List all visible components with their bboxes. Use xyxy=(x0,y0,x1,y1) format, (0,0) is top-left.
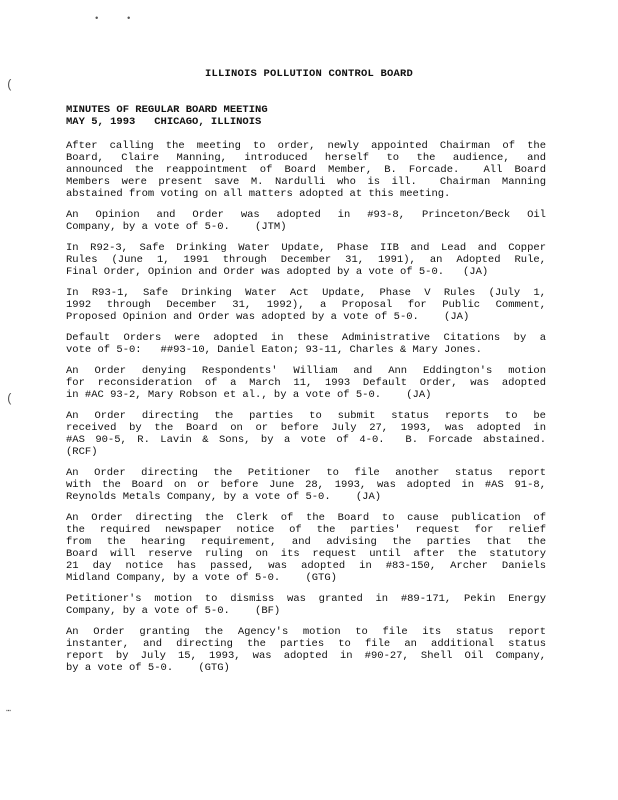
paragraph-line: An Order directing the parties to submit status reports to be xyxy=(66,410,546,422)
paragraph-line: Board, Claire Manning, introduced herself to the audience, and xyxy=(66,152,546,164)
paragraph-line: Proposed Opinion and Order was adopted by a vote of 5-0. (JA) xyxy=(66,311,470,323)
minutes-paragraph xyxy=(66,242,546,278)
paragraph-line: Final Order, Opinion and Order was adopted by a vote of 5-0. (JA) xyxy=(66,266,489,278)
minutes-paragraph xyxy=(66,467,546,503)
minutes-heading xyxy=(66,104,268,128)
paragraph-line: Default Orders were adopted in these Administrative Citations by a xyxy=(66,332,546,344)
paragraph-line: 1992 through December 31, 1992), a Proposal for Public Comment, xyxy=(66,299,546,311)
paragraph-line: from the hearing requirement, and advising the parties that the xyxy=(66,536,546,548)
paragraph-line: Rules (June 1, 1991 through December 31, 1991), an Adopted Rule, xyxy=(66,254,546,266)
scan-speck: • xyxy=(126,14,132,24)
paragraph-line: with the Board on or before June 28, 1993, was adopted in #AS 91-8, xyxy=(66,479,546,491)
scan-mark: ( xyxy=(6,78,14,92)
paragraph-line: In R93-1, Safe Drinking Water Act Update, Phase V Rules (July 1, xyxy=(66,287,546,299)
minutes-paragraph xyxy=(66,365,546,401)
paragraph-line: announced the reappointment of Board Member, B. Forcade. All Board xyxy=(66,164,546,176)
paragraph-line: Company, by a vote of 5-0. (BF) xyxy=(66,605,281,617)
paragraph-line: An Opinion and Order was adopted in #93-8, Princeton/Beck Oil xyxy=(66,209,546,221)
scan-speck: • xyxy=(94,14,100,24)
paragraph-line: Reynolds Metals Company, by a vote of 5-0. (JA) xyxy=(66,491,382,503)
minutes-body xyxy=(66,140,546,683)
paragraph-line: An Order directing the Petitioner to file another status report xyxy=(66,467,546,479)
paragraph-line: Midland Company, by a vote of 5-0. (GTG) xyxy=(66,572,337,584)
minutes-heading-line1: MINUTES OF REGULAR BOARD MEETING xyxy=(66,104,268,116)
minutes-paragraph xyxy=(66,593,546,617)
minutes-heading-line2: MAY 5, 1993 CHICAGO, ILLINOIS xyxy=(66,116,262,128)
minutes-paragraph xyxy=(66,287,546,323)
minutes-paragraph xyxy=(66,209,546,233)
paragraph-line: (RCF) xyxy=(66,446,98,458)
paragraph-line: vote of 5-0: ##93-10, Daniel Eaton; 93-11, Charles & Mary Jones. xyxy=(66,344,482,356)
paragraph-line: An Order denying Respondents' William and Ann Eddington's motion xyxy=(66,365,546,377)
minutes-paragraph xyxy=(66,140,546,200)
paragraph-line: instanter, and directing the parties to file an additional status xyxy=(66,638,546,650)
paragraph-line: Board will reserve ruling on its request until after the statutory xyxy=(66,548,546,560)
paragraph-line: received by the Board on or before July 27, 1993, was adopted in xyxy=(66,422,546,434)
paragraph-line: for reconsideration of a March 11, 1993 Default Order, was adopted xyxy=(66,377,546,389)
paragraph-line: report by July 15, 1993, was adopted in #90-27, Shell Oil Company, xyxy=(66,650,546,662)
paragraph-line: 21 day notice has passed, was adopted in #83-150, Archer Daniels xyxy=(66,560,546,572)
scan-mark: ( xyxy=(6,392,14,406)
paragraph-line: #AS 90-5, R. Lavin & Sons, by a vote of 4-0. B. Forcade abstained. xyxy=(66,434,546,446)
paragraph-line: An Order directing the Clerk of the Board to cause publication of xyxy=(66,512,546,524)
minutes-paragraph xyxy=(66,512,546,584)
paragraph-line: abstained from voting on all matters adopted at this meeting. xyxy=(66,188,451,200)
paragraph-line: In R92-3, Safe Drinking Water Update, Phase IIB and Lead and Copper xyxy=(66,242,546,254)
paragraph-line: Petitioner's motion to dismiss was granted in #89-171, Pekin Energy xyxy=(66,593,546,605)
scan-mark: ⋯ xyxy=(6,707,11,716)
paragraph-line: the required newspaper notice of the parties' request for relief xyxy=(66,524,546,536)
paragraph-line: After calling the meeting to order, newly appointed Chairman of the xyxy=(66,140,546,152)
paragraph-line: Members were present save M. Nardulli who is ill. Chairman Manning xyxy=(66,176,546,188)
paragraph-line: by a vote of 5-0. (GTG) xyxy=(66,662,230,674)
paragraph-line: An Order granting the Agency's motion to file its status report xyxy=(66,626,546,638)
paragraph-line: Company, by a vote of 5-0. (JTM) xyxy=(66,221,287,233)
minutes-paragraph xyxy=(66,332,546,356)
minutes-paragraph xyxy=(66,626,546,674)
minutes-paragraph xyxy=(66,410,546,458)
document-title: ILLINOIS POLLUTION CONTROL BOARD xyxy=(204,68,414,80)
paragraph-line: in #AC 93-2, Mary Robson et al., by a vote of 5-0. (JA) xyxy=(66,389,432,401)
